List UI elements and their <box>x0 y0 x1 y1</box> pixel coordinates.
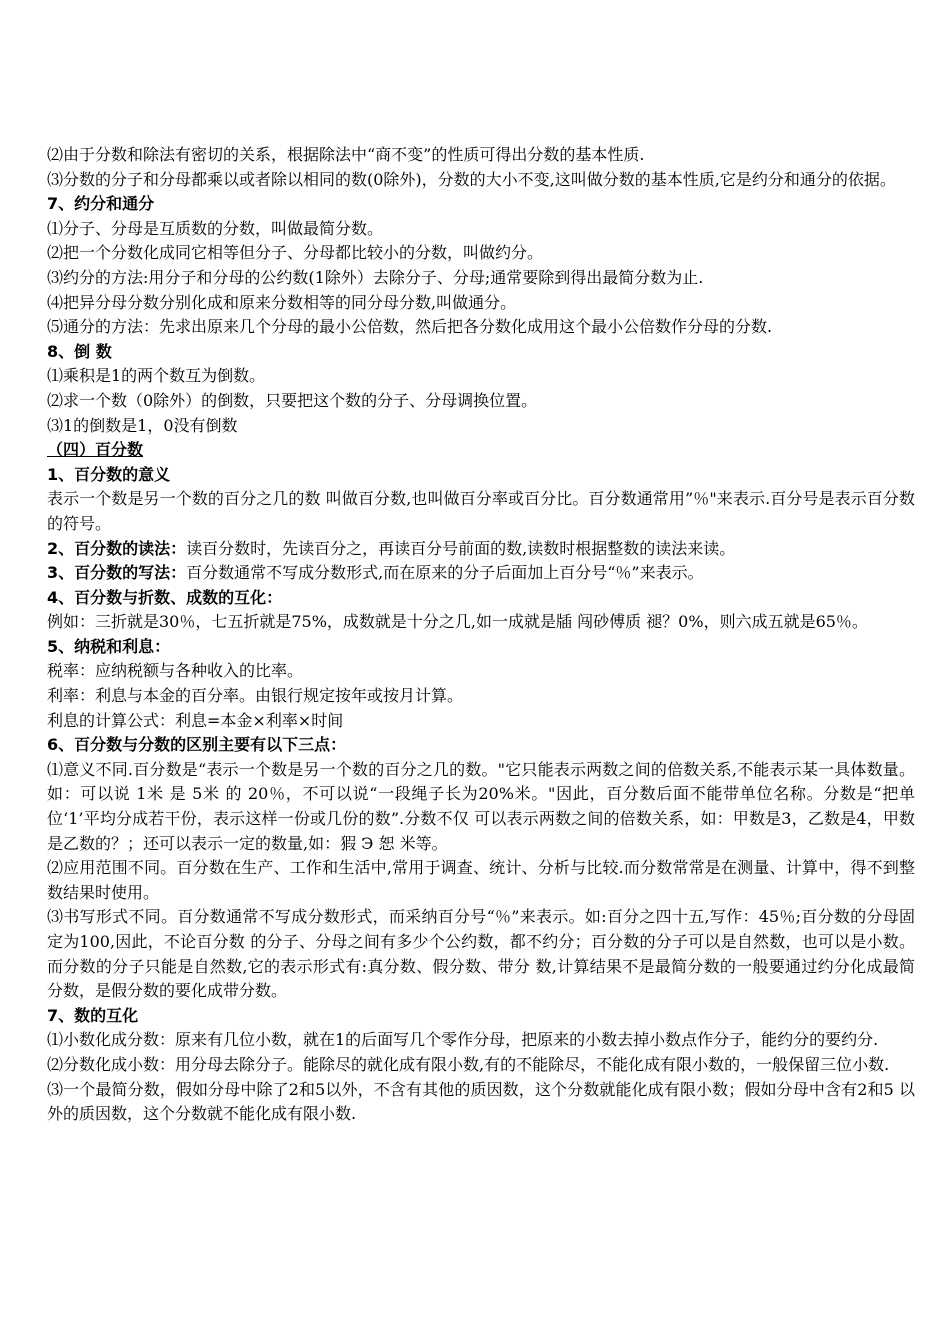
inline-heading: 2、百分数的读法： <box>47 538 187 558</box>
paragraph: ⑵由于分数和除法有密切的关系，根据除法中“商不变”的性质可得出分数的基本性质. <box>47 145 645 164</box>
paragraph: ⑴意义不同.百分数是“表示一个数是另一个数的百分之几的数。"它只能表示两数之间的倍数关系,不能表示某一具体数量。如：可以说 1米 是 5米 的 20％，不可以说“一段绳子长为20%米。"因此，百分数后面不能带单位名称。分数是“把单位‘1’平均分成若干份，表示这样一份或几份的数”.分数不仅 可以表示两数之间的倍数关系，如：甲数是3，乙数是4，甲数是乙数的？；还可以表示一定的数量,如：猳 Э 恕 米等。 <box>47 759 915 853</box>
section-heading: 6、百分数与分数的区别主要有以下三点： <box>47 735 347 755</box>
paragraph: ⑶1的倒数是1，0没有倒数 <box>47 415 238 435</box>
section-heading: 7、数的互化 <box>47 1005 139 1025</box>
paragraph: 表示一个数是另一个数的百分之几的数 叫做百分数,也叫做百分率或百分比。百分数通常用”％"来表示.百分号是表示百分数的符号。 <box>47 489 915 533</box>
paragraph: ⑷把异分母分数分别化成和原来分数相等的同分母分数,叫做通分。 <box>47 292 517 312</box>
paragraph: ⑶分数的分子和分母都乘以或者除以相同的数(0除外)，分数的大小不变,这叫做分数的基本性质,它是约分和通分的依据。 <box>47 169 896 189</box>
paragraph <box>47 537 915 562</box>
paragraph: ⑵把一个分数化成同它相等但分子、分母都比较小的分数，叫做约分。 <box>47 243 544 263</box>
paragraph <box>47 561 915 586</box>
section-heading: 7、约分和通分 <box>47 194 155 214</box>
section-heading: 8、倒 数 <box>47 341 112 361</box>
section-heading: 5、纳税和利息： <box>47 636 171 656</box>
paragraph: 税率：应纳税额与各种收入的比率。 <box>47 661 304 681</box>
paragraph: ⑵求一个数（0除外）的倒数，只要把这个数的分子、分母调换位置。 <box>47 390 538 410</box>
paragraph-text: 读百分数时，先读百分之，再读百分号前面的数,读数时根据整数的读法来读。 <box>186 538 736 558</box>
paragraph: ⑵应用范围不同。百分数在生产、工作和生活中,常用于调查、统计、分析与比较.而分数常常是在测量、计算中，得不到整数结果时使用。 <box>47 858 915 902</box>
paragraph-text: 百分数通常不写成分数形式,而在原来的分子后面加上百分号“％”来表示。 <box>186 563 704 583</box>
document-page <box>47 143 915 1127</box>
paragraph: ⑶书写形式不同。百分数通常不写成分数形式，而采纳百分号“％”来表示。如:百分之四十五,写作：45％;百分数的分母固定为100,因此，不论百分数 的分子、分母之间有多少个公约数，都不约分；百分数的分子可以是自然数，也可以是小数。而分数的分子只能是自然数,它的表示形式有:真分数、假分数、带分 数,计算结果不是最简分数的一般要通过约分化成最简分数，是假分数的要化成带分数。 <box>47 907 915 1001</box>
paragraph: 利息的计算公式：利息=本金×利率×时间 <box>47 710 344 730</box>
paragraph: ⑸通分的方法：先求出原来几个分母的最小公倍数，然后把各分数化成用这个最小公倍数作分母的分数. <box>47 317 773 337</box>
paragraph: ⑶一个最简分数，假如分母中除了2和5以外，不含有其他的质因数，这个分数就能化成有限小数；假如分母中含有2和5 以外的质因数，这个分数就不能化成有限小数. <box>47 1079 915 1124</box>
paragraph: ⑶约分的方法:用分子和分母的公约数(1除外）去除分子、分母;通常要除到得出最简分数为止. <box>47 267 704 287</box>
inline-heading: 3、百分数的写法： <box>47 563 187 583</box>
section-heading: 4、百分数与折数、成数的互化： <box>47 587 283 607</box>
paragraph: 利率：利息与本金的百分率。由银行规定按年或按月计算。 <box>47 686 464 706</box>
paragraph: ⑴小数化成分数：原来有几位小数，就在1的后面写几个零作分母，把原来的小数去掉小数点作分子，能约分的要约分. <box>47 1030 879 1050</box>
paragraph: ⑵分数化成小数：用分母去除分子。能除尽的就化成有限小数,有的不能除尽，不能化成有限小数的，一般保留三位小数. <box>47 1054 890 1074</box>
paragraph: 例如：三折就是30％，七五折就是75%，成数就是十分之几,如一成就是牐 闯砂傅质 褪？0%，则六成五就是65％。 <box>47 612 868 632</box>
paragraph: ⑴乘积是1的两个数互为倒数。 <box>47 366 266 386</box>
section-heading: 1、百分数的意义 <box>47 464 171 484</box>
paragraph: ⑴分子、分母是互质数的分数，叫做最简分数。 <box>47 218 384 238</box>
chapter-heading: （四）百分数 <box>47 440 144 460</box>
